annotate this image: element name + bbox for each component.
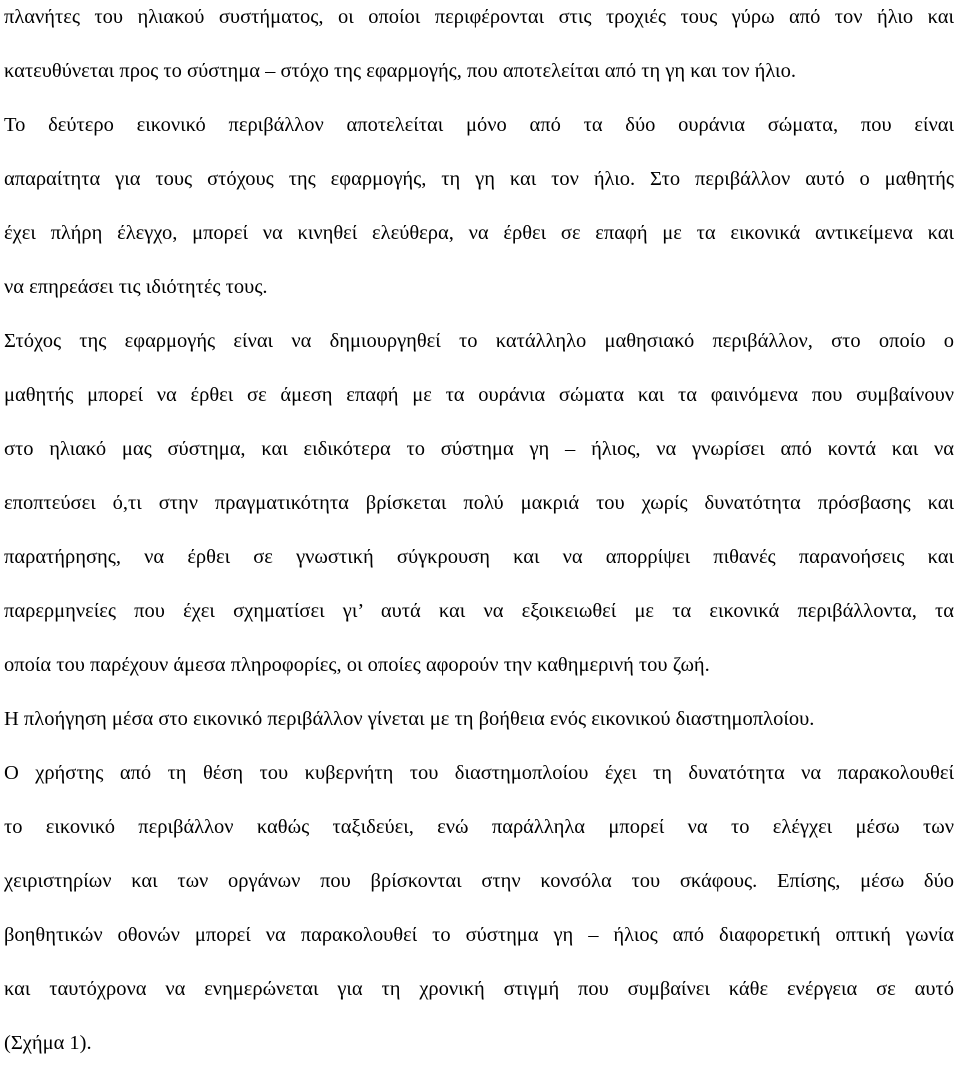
text-line: μαθητής μπορεί να έρθει σε άμεση επαφή με τα ουράνια σώματα και τα φαινόμενα που συμβαίνουν (4, 384, 954, 406)
text-line: και ταυτόχρονα να ενημερώνεται για τη χρονική στιγμή που συμβαίνει κάθε ενέργεια σε αυτό (4, 978, 954, 1000)
text-line: εποπτεύσει ό,τι στην πραγματικότητα βρίσκεται πολύ μακριά του χωρίς δυνατότητα πρόσβασης και (4, 492, 954, 514)
text-line: Στόχος της εφαρμογής είναι να δημιουργηθεί το κατάλληλο μαθησιακό περιβάλλον, στο οποίο ο (4, 330, 954, 352)
text-line: παρατήρησης, να έρθει σε γνωστική σύγκρουση και να απορρίψει πιθανές παρανοήσεις και (4, 546, 954, 568)
text-line: παρερμηνείες που έχει σχηματίσει γι’ αυτά και να εξοικειωθεί με τα εικονικά περιβάλλοντα, τα (4, 600, 954, 622)
text-line: πλανήτες του ηλιακού συστήματος, οι οποίοι περιφέρονται στις τροχιές τους γύρω από τον ήλιο και (4, 6, 954, 28)
text-line: το εικονικό περιβάλλον καθώς ταξιδεύει, ενώ παράλληλα μπορεί να το ελέγχει μέσω των (4, 816, 954, 838)
text-line: Ο χρήστης από τη θέση του κυβερνήτη του διαστημοπλοίου έχει τη δυνατότητα να παρακολουθεί (4, 762, 954, 784)
text-line: έχει πλήρη έλεγχο, μπορεί να κινηθεί ελεύθερα, να έρθει σε επαφή με τα εικονικά αντικείμενα και (4, 222, 954, 244)
text-line: οποία του παρέχουν άμεσα πληροφορίες, οι οποίες αφορούν την καθημερινή του ζωή. (4, 654, 710, 676)
text-line: Η πλοήγηση μέσα στο εικονικό περιβάλλον γίνεται με τη βοήθεια ενός εικονικού διαστημοπλοίου. (4, 708, 815, 730)
text-line: χειριστηρίων και των οργάνων που βρίσκονται στην κονσόλα του σκάφους. Επίσης, μέσω δύο (4, 870, 954, 892)
text-line: βοηθητικών οθονών μπορεί να παρακολουθεί το σύστημα γη – ήλιος από διαφορετική οπτική γωνία (4, 924, 954, 946)
text-line: απαραίτητα για τους στόχους της εφαρμογής, τη γη και τον ήλιο. Στο περιβάλλον αυτό ο μαθητής (4, 168, 954, 190)
text-line: στο ηλιακό μας σύστημα, και ειδικότερα το σύστημα γη – ήλιος, να γνωρίσει από κοντά και να (4, 438, 954, 460)
text-line: Το δεύτερο εικονικό περιβάλλον αποτελείται μόνο από τα δύο ουράνια σώματα, που είναι (4, 114, 954, 136)
text-line: (Σχήμα 1). (4, 1032, 92, 1054)
text-line: να επηρεάσει τις ιδιότητές τους. (4, 276, 268, 298)
text-line: κατευθύνεται προς το σύστημα – στόχο της εφαρμογής, που αποτελείται από τη γη και τον ήλιο. (4, 60, 796, 82)
